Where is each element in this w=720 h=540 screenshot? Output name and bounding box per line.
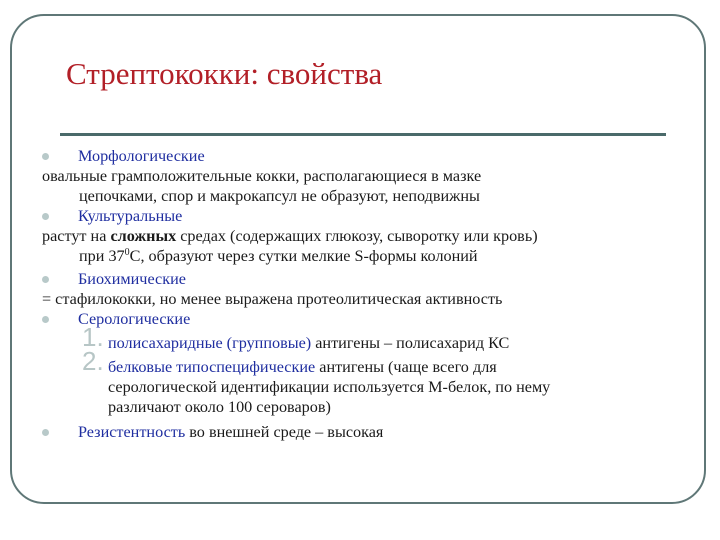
serological-item-2	[0, 346, 700, 417]
bullet-dot-icon	[42, 213, 49, 220]
bullet-morphology	[0, 146, 700, 166]
bullet-biochemical	[0, 269, 700, 289]
morphology-line-1: овальные грамположительные кокки, располагающиеся в мазке	[42, 167, 482, 185]
morphology-line-2: цепочками, спор и макрокапсул не образуют, неподвижны	[79, 187, 480, 205]
morphology-text	[0, 166, 700, 206]
bullet-serological	[0, 309, 700, 329]
item-1-lead: полисахаридные (групповые)	[108, 334, 312, 352]
slide-title: Стрептококки: свойства	[66, 56, 383, 91]
heading-morphology: Морфологические	[78, 147, 205, 165]
bullet-dot-icon	[42, 276, 49, 283]
resistance-text: во внешней среде – высокая	[185, 423, 384, 441]
item-number: 1.	[82, 322, 104, 352]
cultural-line-1b: средах (содержащих глюкозу, сыворотку или кровь)	[176, 227, 538, 245]
cultural-bold-word: сложных	[110, 227, 177, 245]
biochemical-line-1: = стафилококки, но менее выражена протеолитическая активность	[42, 290, 503, 308]
cultural-line-2b: С, образуют через сутки мелкие S-формы колоний	[129, 247, 478, 265]
heading-cultural: Культуральные	[78, 207, 183, 225]
heading-biochemical: Биохимические	[78, 270, 186, 288]
item-number: 2.	[82, 346, 104, 376]
heading-serological: Серологические	[78, 310, 191, 328]
item-2-line-2: серологической идентификации используется М-белок, по нему	[108, 378, 551, 396]
item-1-rest: антигены – полисахарид КС	[311, 334, 510, 352]
item-2-rest: антигены (чаще всего для	[315, 358, 497, 376]
item-2-lead: белковые типоспецифические	[108, 358, 316, 376]
bullet-cultural	[0, 206, 700, 226]
cultural-line-2	[42, 246, 700, 269]
degree-superscript: 0	[124, 247, 130, 258]
bullet-dot-icon	[42, 153, 49, 160]
bullet-dot-icon	[42, 429, 49, 436]
bullet-resistance	[0, 422, 700, 442]
cultural-text	[0, 226, 700, 269]
bullet-dot-icon	[42, 316, 49, 323]
slide-content	[0, 146, 700, 442]
title-divider	[60, 133, 666, 136]
heading-resistance: Резистентность	[78, 423, 186, 441]
biochemical-text	[0, 289, 700, 309]
cultural-line-1a: растут на	[42, 227, 111, 245]
cultural-line-2a: при 37	[79, 247, 125, 265]
item-2-line-3: различают около 100 сероваров)	[108, 398, 331, 416]
serological-item-1	[0, 322, 700, 353]
